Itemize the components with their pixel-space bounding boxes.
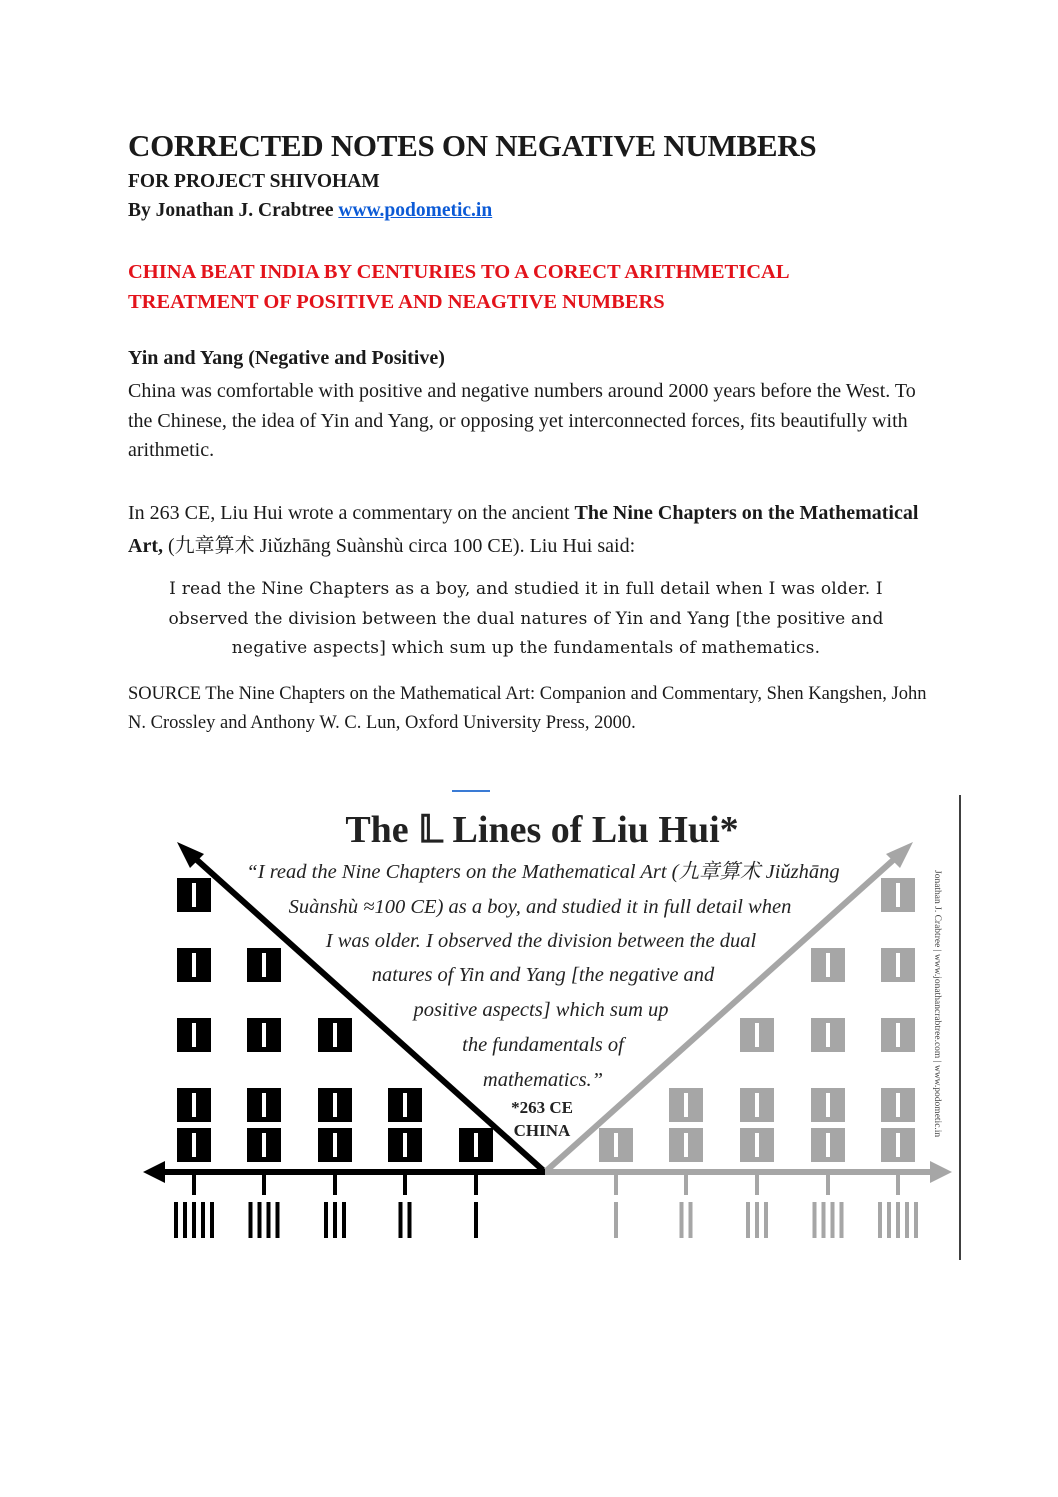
book-title: The Nine Chapters on the Mathematical Art, [128,502,919,557]
negative-rod-stroke [192,883,196,907]
positive-axis-arrowhead [930,1161,952,1183]
axis-ticks [194,1172,898,1195]
liu-hui-paragraph [128,497,938,563]
negative-tally-rod [408,1202,412,1238]
positive-rod-stroke [896,883,900,907]
liu-hui-quote: I read the Nine Chapters as a boy, and studied it in full detail when I was older. I observed the division between the dual natures of Yin and Yang [the positive and negative aspects] which sum up the fundamentals of mathematics. [168,579,884,658]
negative-rod-stroke [192,953,196,977]
page-subtitle: FOR PROJECT SHIVOHAM [128,171,380,192]
positive-rod-stroke [826,1093,830,1117]
diagram-quote-line-4: natures of Yin and Yang [the negative and [371,964,715,986]
negative-rod-stroke [333,1133,337,1157]
para-prefix: In 263 CE, Liu Hui wrote a commentary on the ancient [128,502,575,524]
negative-tally-rod [399,1202,403,1238]
negative-axis-arrowhead [143,1161,165,1183]
source-citation: SOURCE The Nine Chapters on the Mathematical Art: Companion and Commentary, Shen Kangshen, John N. Crossley and Anthony W. C. Lun, Oxford University Press, 2000. [128,684,927,733]
negative-rod-stroke [403,1093,407,1117]
page-title: CORRECTED NOTES ON NEGATIVE NUMBERS [128,128,817,163]
negative-rod-stroke [192,1023,196,1047]
diagram-quote-line-5: positive aspects] which sum up [413,999,669,1021]
diagram-quote-line-3: I was older. I observed the division between the dual [325,930,757,952]
positive-tally-rod [689,1202,693,1238]
positive-rod-stroke [684,1093,688,1117]
negative-tally-rod [174,1202,178,1238]
negative-rod-stroke [474,1133,478,1157]
positive-rod-stroke [826,1133,830,1157]
positive-rod-stroke [614,1133,618,1157]
positive-rod-stroke [826,1023,830,1047]
negative-rod-stroke [262,1093,266,1117]
positive-rod-stroke [826,953,830,977]
positive-tally-rod [755,1202,759,1238]
positive-tally-rod [896,1202,900,1238]
negative-tally-rod [333,1202,337,1238]
negative-tally-rod [192,1202,196,1238]
positive-tally-rod [764,1202,768,1238]
negative-rod-stroke [333,1093,337,1117]
byline-author: By Jonathan J. Crabtree [128,200,339,221]
positive-rod-stroke [684,1133,688,1157]
rod-numerals [174,1202,918,1238]
section-heading: Yin and Yang (Negative and Positive) [128,347,445,369]
side-credit: Jonathan J. Crabtree | www.jonathancrabtree.com | www.podometic.in [932,870,942,1138]
positive-tally-rod [746,1202,750,1238]
negative-rod-stroke [192,1093,196,1117]
positive-rod-stroke [896,1093,900,1117]
liu-hui-lines-diagram [0,770,1058,1270]
diagram-quote-line-2: Suànshù ≈100 CE) as a boy, and studied it in full detail when [288,896,792,918]
positive-tally-rod [831,1202,835,1238]
intro-paragraph: China was comfortable with positive and negative numbers around 2000 years before the West. To the Chinese, the idea of Yin and Yang, or opposing yet interconnected forces, fits beautifully with arithmetic. [128,380,916,461]
positive-rod-stroke [896,953,900,977]
para-suffix: (九章算术 Jiǔzhāng Suànshù circa 100 CE). Liu Hui said: [162,535,636,557]
negative-tally-rod [258,1202,262,1238]
positive-rod-stroke [755,1093,759,1117]
negative-rod-stroke [192,1133,196,1157]
diagram-quote-line-1: “I read the Nine Chapters on the Mathematical Art (九章算术 Jiǔzhāng [246,861,840,883]
diagram-title: The 𝕃 Lines of Liu Hui* [345,809,739,851]
positive-tally-rod [887,1202,891,1238]
negative-tally-rod [201,1202,205,1238]
byline [128,200,492,222]
diagram-quote [246,860,839,1091]
negative-tally-rod [324,1202,328,1238]
negative-tally-rod [474,1202,478,1238]
headline-line-1: CHINA BEAT INDIA BY CENTURIES TO A CORECT ARITHMETICAL [128,261,790,283]
negative-rod-stroke [333,1023,337,1047]
diagram-place: CHINA [513,1121,571,1140]
negative-rod-stroke [262,1023,266,1047]
negative-rod-stroke [403,1133,407,1157]
diagram-quote-line-7: mathematics.” [482,1069,604,1091]
positive-tally-rod [914,1202,918,1238]
negative-tally-rod [276,1202,280,1238]
positive-rod-stroke [755,1023,759,1047]
positive-tally-rod [878,1202,882,1238]
negative-tally-rod [249,1202,253,1238]
diagram-quote-line-6: the fundamentals of [462,1034,624,1056]
diagram-date: *263 CE [511,1098,573,1117]
positive-tally-rod [614,1202,618,1238]
negative-tally-rod [183,1202,187,1238]
positive-tally-rod [680,1202,684,1238]
positive-rod-stroke [896,1023,900,1047]
negative-rod-stroke [262,1133,266,1157]
negative-tally-rod [267,1202,271,1238]
headline-line-2: TREATMENT OF POSITIVE AND NEAGTIVE NUMBERS [128,291,665,313]
positive-rod-stroke [896,1133,900,1157]
positive-tally-rod [905,1202,909,1238]
negative-rod-stroke [262,953,266,977]
negative-tally-rod [210,1202,214,1238]
podometic-link[interactable]: www.podometic.in [338,200,493,221]
positive-tally-rod [840,1202,844,1238]
positive-rod-stroke [755,1133,759,1157]
negative-tally-rod [342,1202,346,1238]
positive-tally-rod [822,1202,826,1238]
positive-tally-rod [813,1202,817,1238]
